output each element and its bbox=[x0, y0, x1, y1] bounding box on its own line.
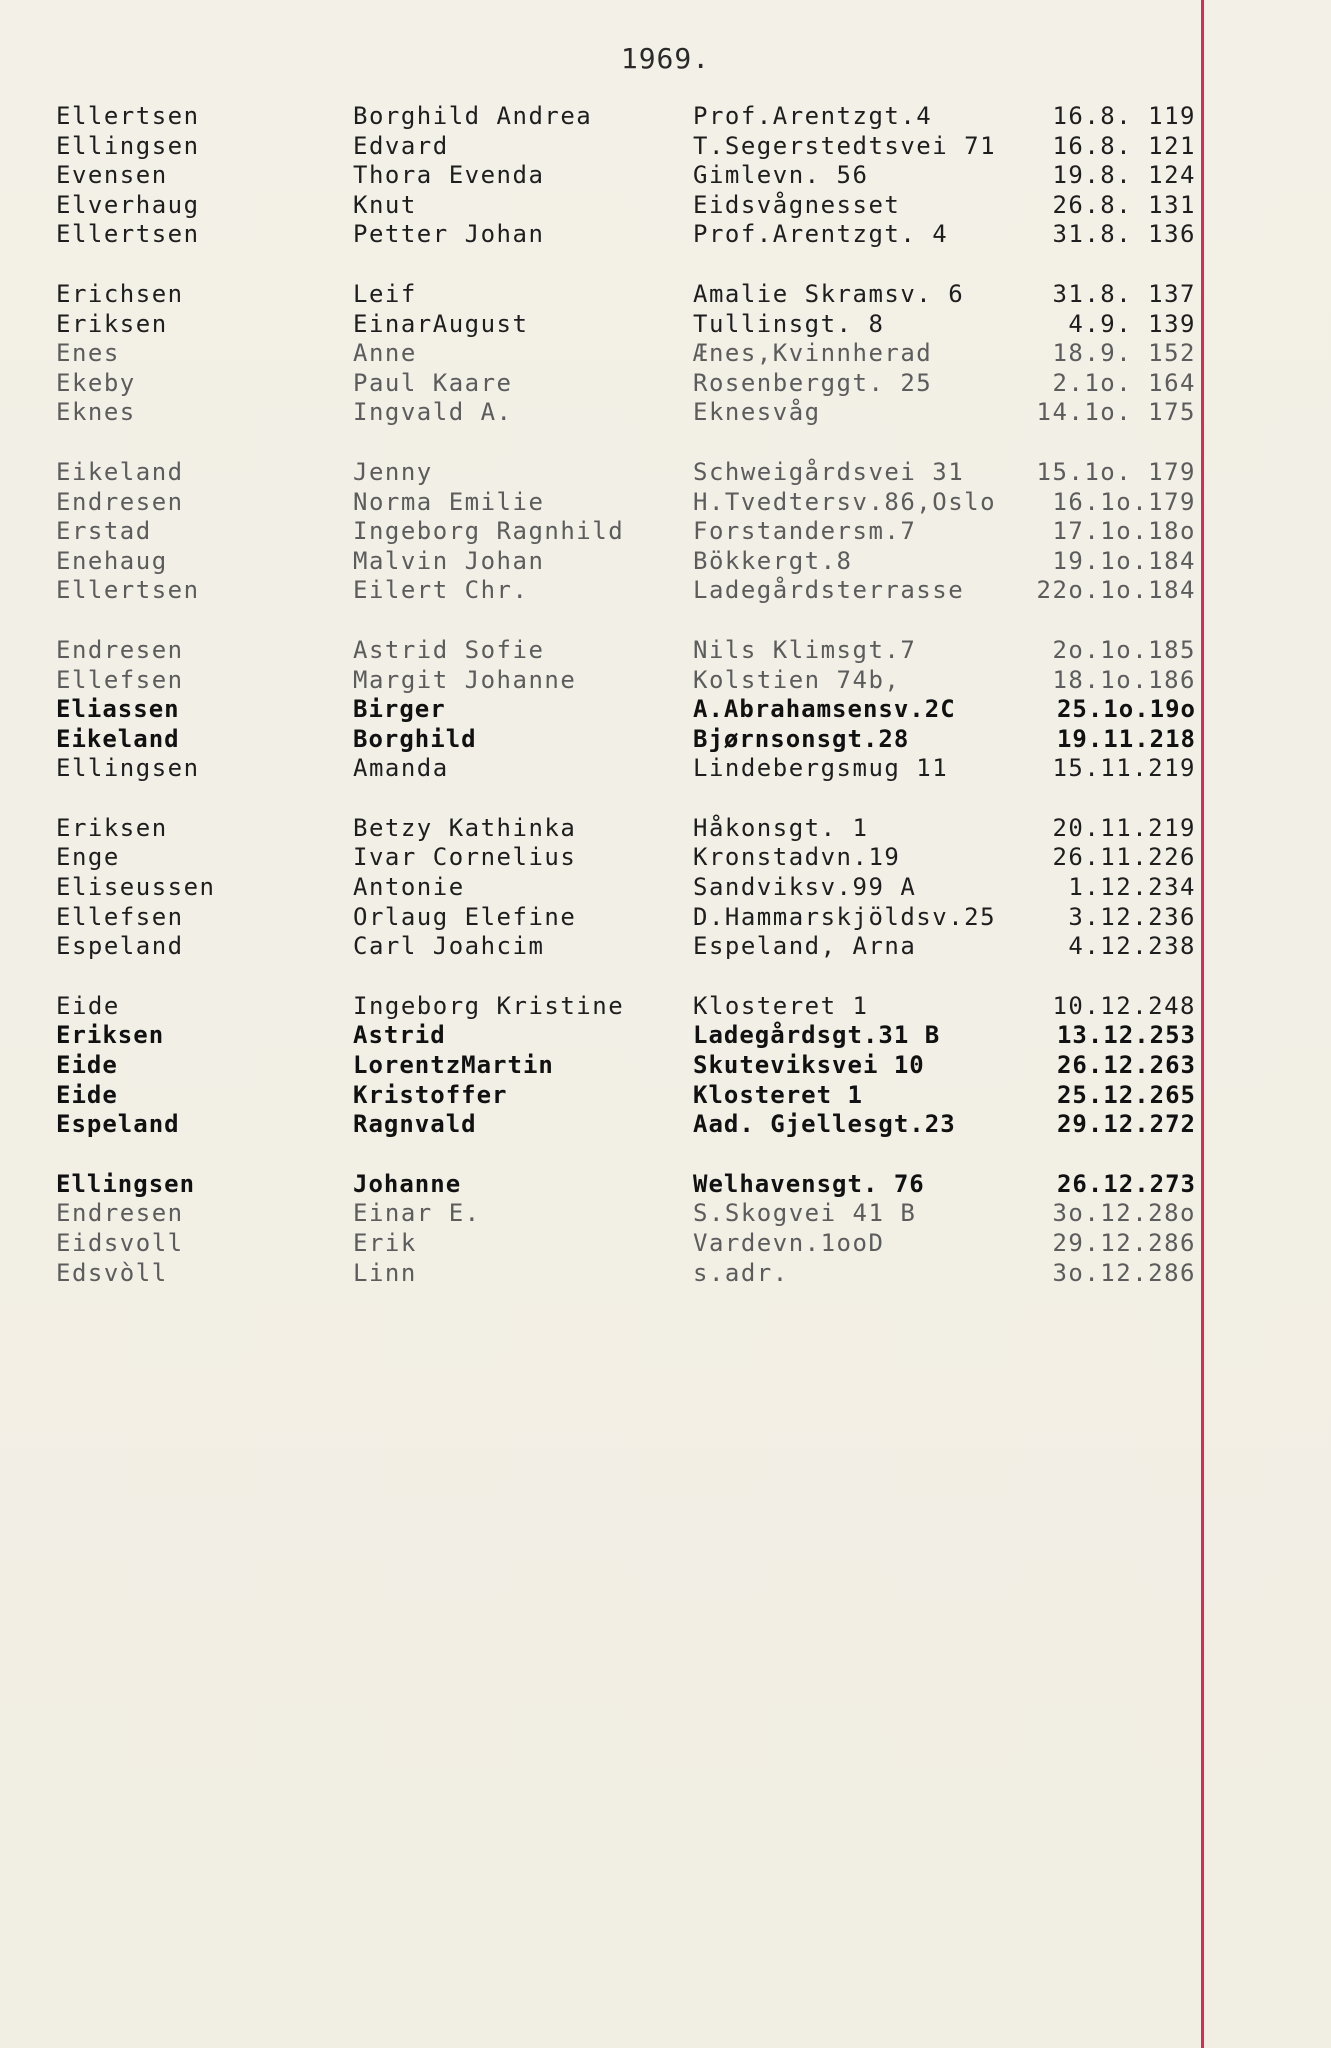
date-and-number: 25.12.265 bbox=[1056, 1080, 1196, 1109]
registry-row bbox=[56, 458, 1196, 488]
given-names: LorentzMartin bbox=[353, 1051, 554, 1080]
surname: Eide bbox=[56, 1080, 118, 1109]
given-names: Carl Joahcim bbox=[353, 932, 545, 961]
address: Klosteret 1 bbox=[693, 1080, 863, 1109]
surname: Ellertsen bbox=[56, 102, 200, 130]
date-and-number: 18.9. 152 bbox=[1052, 339, 1196, 368]
page-year: 1969. bbox=[620, 42, 711, 75]
address: S.Skogvei 41 B bbox=[693, 1199, 917, 1228]
date-and-number: 1.12.234 bbox=[1068, 873, 1196, 902]
registry-row bbox=[56, 1081, 1196, 1111]
address: Schweigårdsvei 31 bbox=[693, 457, 965, 486]
address: D.Hammarskjöldsv.25 bbox=[693, 902, 997, 931]
given-names: Leif bbox=[353, 279, 417, 308]
surname: Eidsvoll bbox=[56, 1229, 184, 1257]
registry-row bbox=[56, 666, 1196, 696]
date-and-number: 18.1o.186 bbox=[1052, 665, 1196, 694]
surname: Edsvòll bbox=[56, 1258, 168, 1287]
given-names: Astrid bbox=[353, 1021, 446, 1050]
registry-row bbox=[56, 310, 1196, 340]
registry-row bbox=[56, 1170, 1196, 1200]
given-names: Anne bbox=[353, 339, 417, 368]
address: s.adr. bbox=[693, 1258, 789, 1287]
date-and-number: 15.11.219 bbox=[1052, 754, 1196, 783]
surname: Elverhaug bbox=[56, 190, 200, 219]
registry-row bbox=[56, 992, 1196, 1022]
address: Espeland, Arna bbox=[693, 932, 917, 961]
address: Ladegårdsterrasse bbox=[693, 576, 965, 605]
given-names: Margit Johanne bbox=[353, 665, 577, 694]
address: Aad. Gjellesgt.23 bbox=[693, 1110, 956, 1139]
given-names: Borghild Andrea bbox=[353, 102, 593, 130]
surname: Eriksen bbox=[56, 813, 168, 842]
surname: Erstad bbox=[56, 517, 152, 546]
registry-row bbox=[56, 488, 1196, 518]
surname: Eriksen bbox=[56, 309, 168, 338]
date-and-number: 4.9. 139 bbox=[1068, 309, 1196, 338]
surname: Ellertsen bbox=[56, 220, 200, 249]
address: Welhavensgt. 76 bbox=[693, 1169, 925, 1198]
surname: Endresen bbox=[56, 635, 184, 664]
given-names: Orlaug Elefine bbox=[353, 902, 577, 931]
date-and-number: 26.12.273 bbox=[1056, 1169, 1196, 1198]
surname: Eliseussen bbox=[56, 873, 216, 902]
date-and-number: 3.12.236 bbox=[1068, 902, 1196, 931]
given-names: Knut bbox=[353, 190, 417, 219]
surname: Eknes bbox=[56, 398, 136, 427]
surname: Eide bbox=[56, 1051, 118, 1080]
given-names: Petter Johan bbox=[353, 220, 545, 249]
surname: Ellingsen bbox=[56, 754, 200, 783]
registry-row bbox=[56, 1110, 1196, 1140]
given-names: Malvin Johan bbox=[353, 546, 545, 575]
address: Gimlevn. 56 bbox=[693, 161, 869, 190]
date-and-number: 4.12.238 bbox=[1068, 932, 1196, 961]
address: T.Segerstedtsvei 71 bbox=[693, 131, 997, 160]
date-and-number: 16.1o.179 bbox=[1052, 487, 1196, 516]
surname: Evensen bbox=[56, 161, 168, 190]
date-and-number: 20.11.219 bbox=[1052, 813, 1196, 842]
surname: Ellefsen bbox=[56, 902, 184, 931]
given-names: Linn bbox=[353, 1258, 417, 1287]
surname: Ellefsen bbox=[56, 665, 184, 694]
registry-row bbox=[56, 132, 1196, 162]
date-and-number: 17.1o.18o bbox=[1052, 517, 1196, 546]
registry-row bbox=[56, 576, 1196, 606]
address: Ladegårdsgt.31 B bbox=[693, 1021, 941, 1050]
registry-row bbox=[56, 161, 1196, 191]
surname: Enge bbox=[56, 843, 120, 872]
surname: Enes bbox=[56, 339, 120, 368]
date-and-number: 26.8. 131 bbox=[1052, 190, 1196, 219]
date-and-number: 19.1o.184 bbox=[1052, 546, 1196, 575]
date-and-number: 29.12.286 bbox=[1052, 1229, 1196, 1257]
address: Forstandersm.7 bbox=[693, 517, 917, 546]
registry-row bbox=[56, 1259, 1196, 1289]
surname: Endresen bbox=[56, 487, 184, 516]
address: Prof.Arentzgt.4 bbox=[693, 102, 933, 130]
entry-group bbox=[56, 636, 1196, 784]
given-names: Kristoffer bbox=[353, 1080, 508, 1109]
address: Håkonsgt. 1 bbox=[693, 813, 869, 842]
entry-group bbox=[56, 1170, 1196, 1288]
date-and-number: 16.8. 119 bbox=[1052, 102, 1196, 130]
registry-row bbox=[56, 1051, 1196, 1081]
registry-row bbox=[56, 369, 1196, 399]
date-and-number: 2.1o. 164 bbox=[1052, 368, 1196, 397]
surname: Eide bbox=[56, 991, 120, 1020]
given-names: Jenny bbox=[353, 457, 433, 486]
registry-row bbox=[56, 220, 1196, 250]
date-and-number: 22o.1o.184 bbox=[1036, 576, 1196, 605]
registry-row bbox=[56, 843, 1196, 873]
registry-row bbox=[56, 102, 1196, 132]
date-and-number: 13.12.253 bbox=[1056, 1021, 1196, 1050]
given-names: EinarAugust bbox=[353, 309, 529, 338]
entry-group bbox=[56, 992, 1196, 1140]
given-names: Betzy Kathinka bbox=[353, 813, 577, 842]
address: Nils Klimsgt.7 bbox=[693, 635, 917, 664]
registry-row bbox=[56, 725, 1196, 755]
registry-row bbox=[56, 1229, 1196, 1259]
date-and-number: 26.11.226 bbox=[1052, 843, 1196, 872]
address: Sandviksv.99 A bbox=[693, 873, 917, 902]
given-names: Edvard bbox=[353, 131, 449, 160]
registry-row bbox=[56, 191, 1196, 221]
registry-row bbox=[56, 1199, 1196, 1229]
address: Lindebergsmug 11 bbox=[693, 754, 949, 783]
date-and-number: 26.12.263 bbox=[1056, 1051, 1196, 1080]
registry-row bbox=[56, 547, 1196, 577]
surname: Espeland bbox=[56, 932, 184, 961]
given-names: Antonie bbox=[353, 873, 465, 902]
address: Skuteviksvei 10 bbox=[693, 1051, 925, 1080]
registry-row bbox=[56, 636, 1196, 666]
entry-group bbox=[56, 102, 1196, 250]
date-and-number: 15.1o. 179 bbox=[1036, 457, 1196, 486]
registry-row bbox=[56, 339, 1196, 369]
date-and-number: 3o.12.286 bbox=[1052, 1258, 1196, 1287]
given-names: Ingvald A. bbox=[353, 398, 513, 427]
given-names: Paul Kaare bbox=[353, 368, 513, 397]
registry-row bbox=[56, 398, 1196, 428]
date-and-number: 25.1o.19o bbox=[1056, 695, 1196, 724]
surname: Espeland bbox=[56, 1110, 180, 1139]
address: Kronstadvn.19 bbox=[693, 843, 901, 872]
given-names: Ingeborg Ragnhild bbox=[353, 517, 625, 546]
surname: Ellingsen bbox=[56, 1169, 196, 1198]
date-and-number: 31.8. 136 bbox=[1052, 220, 1196, 249]
entry-group bbox=[56, 458, 1196, 606]
surname: Eliassen bbox=[56, 695, 180, 724]
red-margin-line bbox=[1201, 0, 1204, 2048]
address: H.Tvedtersv.86,Oslo bbox=[693, 487, 997, 516]
date-and-number: 3o.12.28o bbox=[1052, 1199, 1196, 1228]
registry-row bbox=[56, 814, 1196, 844]
address: Amalie Skramsv. 6 bbox=[693, 279, 965, 308]
registry-row bbox=[56, 1021, 1196, 1051]
entry-group bbox=[56, 280, 1196, 428]
registry-row bbox=[56, 754, 1196, 784]
address: Rosenberggt. 25 bbox=[693, 368, 933, 397]
given-names: Einar E. bbox=[353, 1199, 481, 1228]
registry-row bbox=[56, 517, 1196, 547]
given-names: Norma Emilie bbox=[353, 487, 545, 516]
given-names: Thora Evenda bbox=[353, 161, 545, 190]
registry-row bbox=[56, 280, 1196, 310]
given-names: Birger bbox=[353, 695, 446, 724]
date-and-number: 14.1o. 175 bbox=[1036, 398, 1196, 427]
surname: Eikeland bbox=[56, 457, 184, 486]
registry-list bbox=[56, 102, 1196, 1318]
address: Bjørnsonsgt.28 bbox=[693, 724, 910, 753]
given-names: Ingeborg Kristine bbox=[353, 991, 625, 1020]
entry-group bbox=[56, 814, 1196, 962]
address: Klosteret 1 bbox=[693, 991, 869, 1020]
date-and-number: 16.8. 121 bbox=[1052, 131, 1196, 160]
address: Ænes,Kvinnherad bbox=[693, 339, 933, 368]
given-names: Eilert Chr. bbox=[353, 576, 529, 605]
date-and-number: 2o.1o.185 bbox=[1052, 635, 1196, 664]
given-names: Amanda bbox=[353, 754, 449, 783]
given-names: Astrid Sofie bbox=[353, 635, 545, 664]
surname: Erichsen bbox=[56, 279, 184, 308]
surname: Eikeland bbox=[56, 724, 180, 753]
surname: Eriksen bbox=[56, 1021, 165, 1050]
date-and-number: 31.8. 137 bbox=[1052, 279, 1196, 308]
address: Vardevn.1ooD bbox=[693, 1229, 885, 1257]
date-and-number: 19.8. 124 bbox=[1052, 161, 1196, 190]
address: Tullinsgt. 8 bbox=[693, 309, 885, 338]
date-and-number: 19.11.218 bbox=[1056, 724, 1196, 753]
registry-row bbox=[56, 873, 1196, 903]
date-and-number: 10.12.248 bbox=[1052, 991, 1196, 1020]
given-names: Ivar Cornelius bbox=[353, 843, 577, 872]
registry-row bbox=[56, 903, 1196, 933]
given-names: Borghild bbox=[353, 724, 477, 753]
registry-row bbox=[56, 932, 1196, 962]
address: Eidsvågnesset bbox=[693, 190, 901, 219]
date-and-number: 29.12.272 bbox=[1056, 1110, 1196, 1139]
given-names: Erik bbox=[353, 1229, 417, 1257]
surname: Ekeby bbox=[56, 368, 136, 397]
surname: Ellingsen bbox=[56, 131, 200, 160]
address: Bökkergt.8 bbox=[693, 546, 853, 575]
surname: Enehaug bbox=[56, 546, 168, 575]
address: Kolstien 74b, bbox=[693, 665, 901, 694]
address: Prof.Arentzgt. 4 bbox=[693, 220, 949, 249]
registry-row bbox=[56, 695, 1196, 725]
given-names: Johanne bbox=[353, 1169, 462, 1198]
address: Eknesvåg bbox=[693, 398, 821, 427]
surname: Ellertsen bbox=[56, 576, 200, 605]
surname: Endresen bbox=[56, 1199, 184, 1228]
address: A.Abrahamsensv.2C bbox=[693, 695, 956, 724]
given-names: Ragnvald bbox=[353, 1110, 477, 1139]
